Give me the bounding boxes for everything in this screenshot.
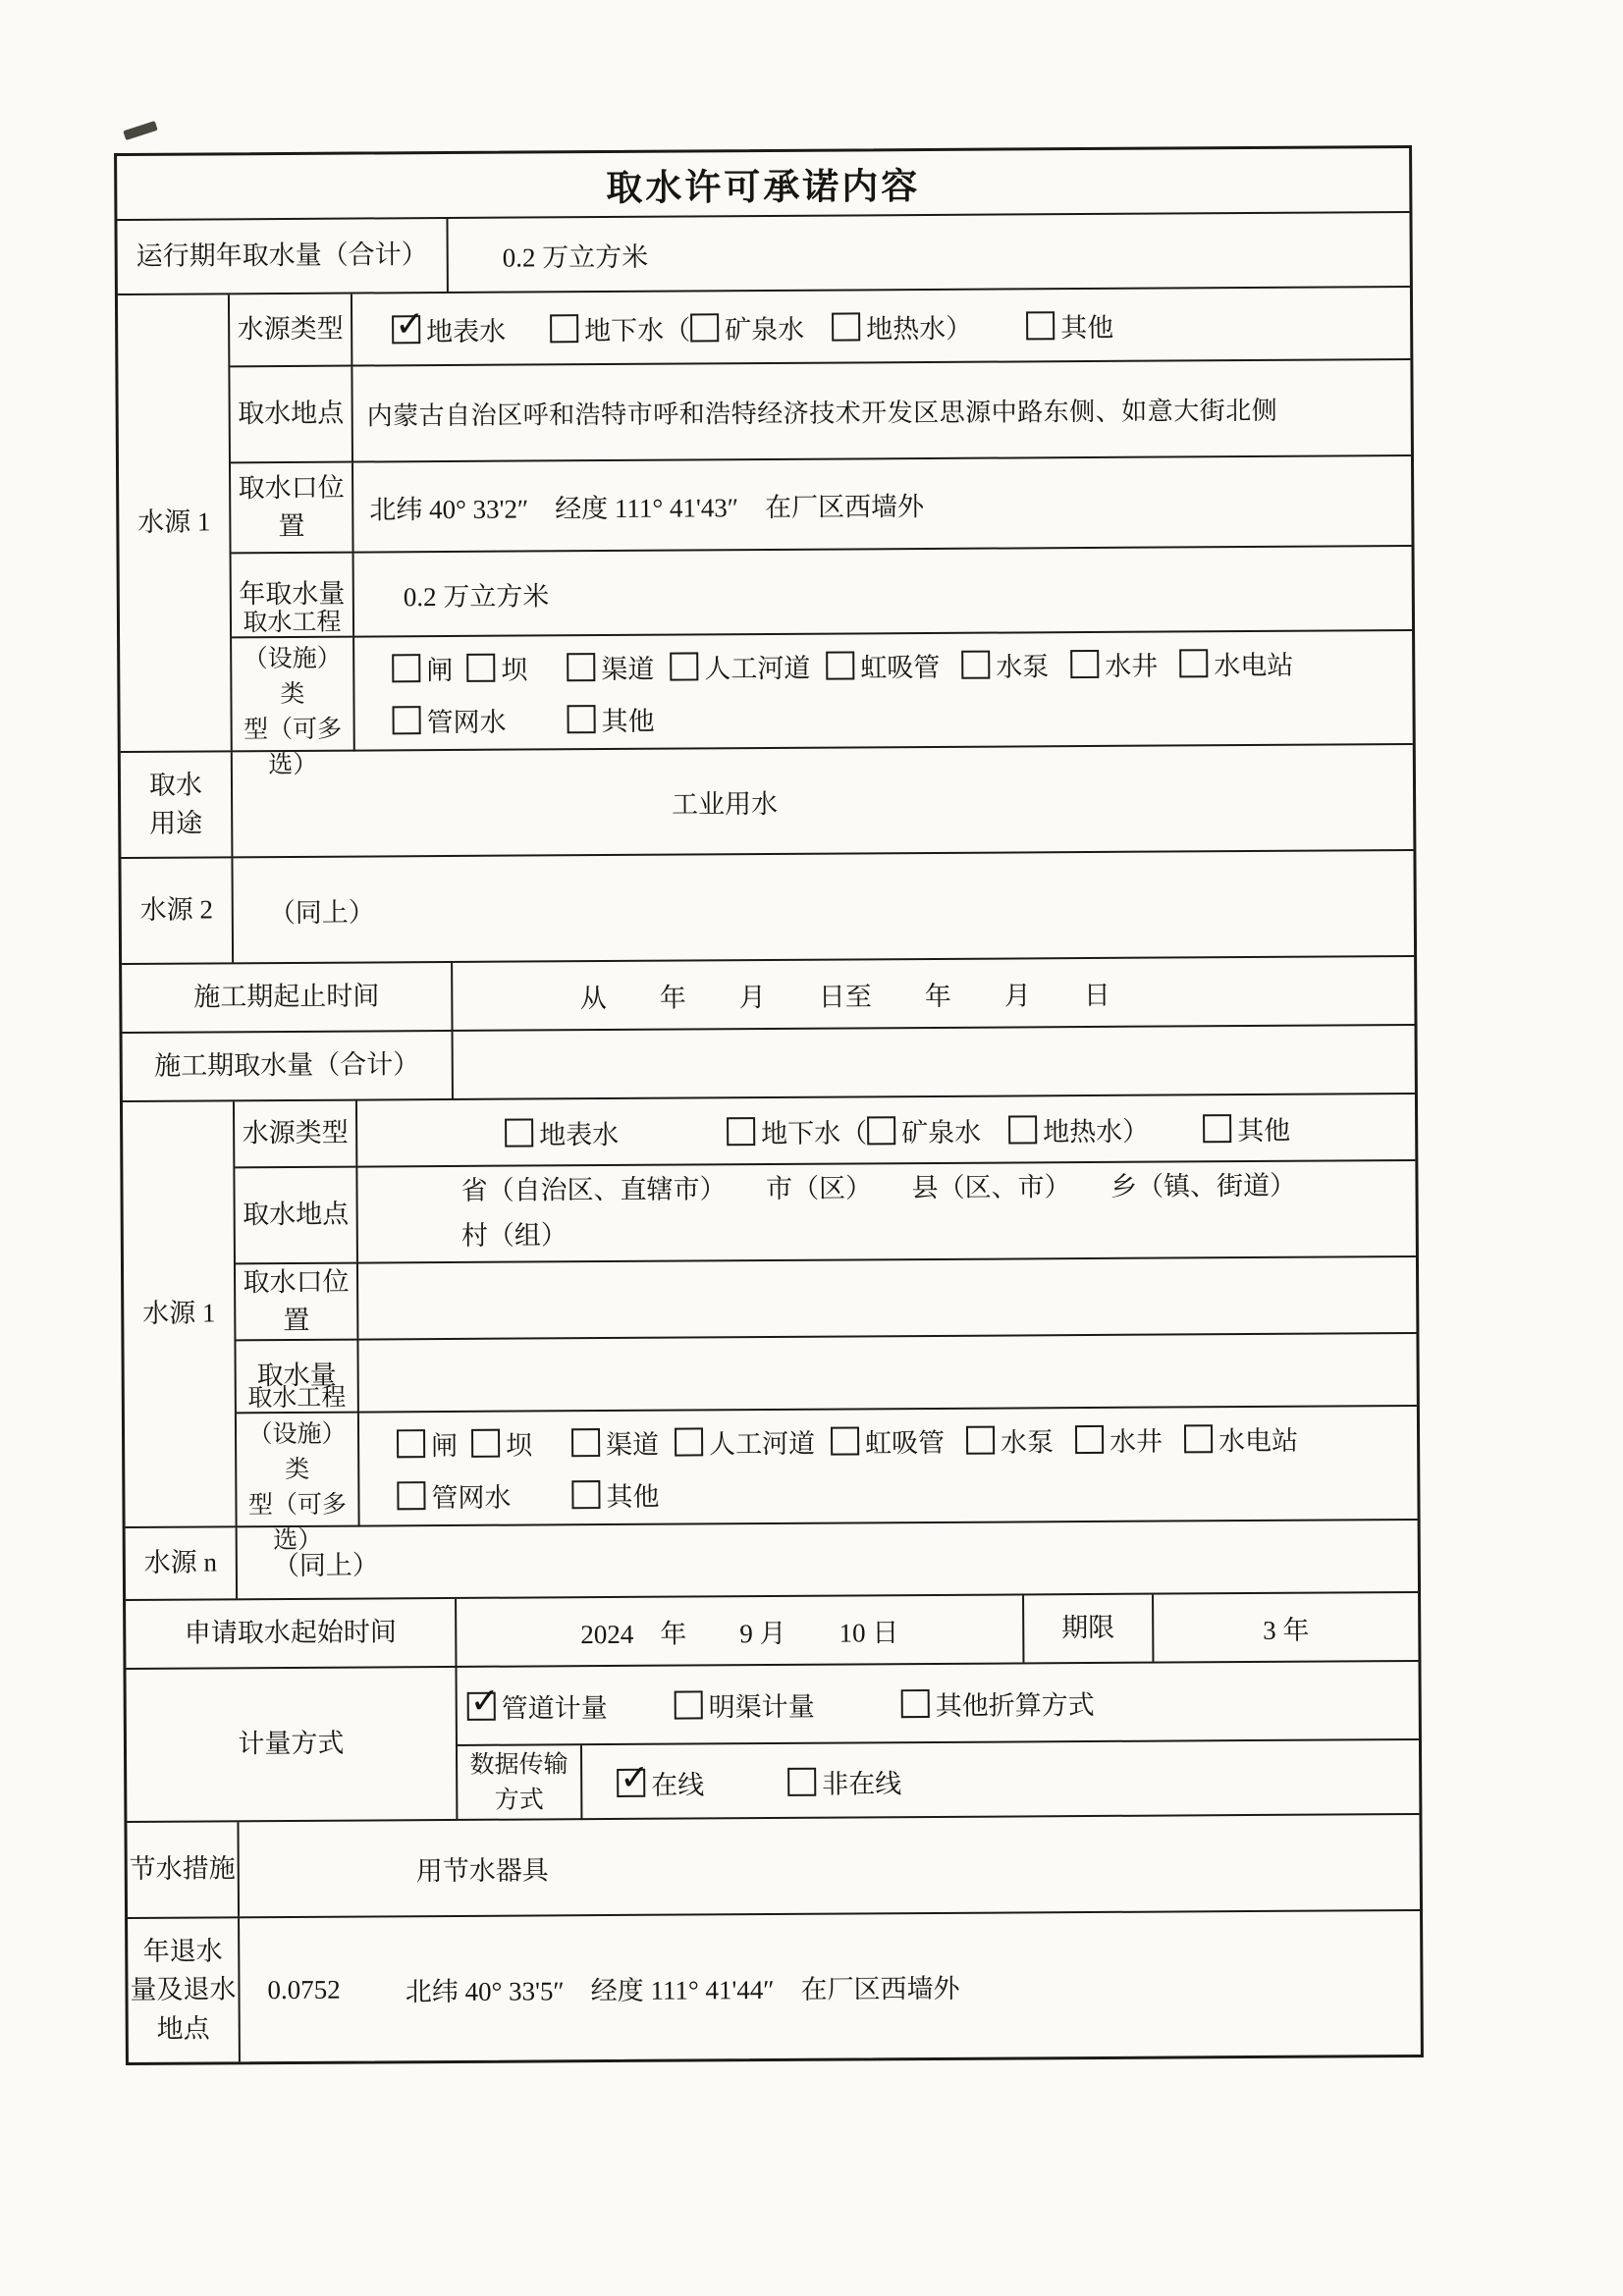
intake-position-value: 北纬 40° 33'2″ 经度 111° 41'43″ 在厂区西墙外	[352, 456, 1412, 552]
intake-location-cons-value: 省（自治区、直辖市） 市（区） 县（区、市） 乡（镇、街道） 村（组）	[355, 1161, 1416, 1262]
source-type-cons-label: 水源类型	[242, 1118, 349, 1148]
works-options	[352, 631, 1413, 752]
works-cons-options-line1	[397, 1419, 1298, 1464]
checkbox-item[interactable]	[1075, 1420, 1163, 1460]
checkbox-label: 在线	[651, 1769, 705, 1800]
intake-position-cons-label: 取水口位置	[243, 1266, 350, 1336]
checkbox-item[interactable]	[392, 701, 506, 740]
checkbox-label: 水井	[1109, 1426, 1163, 1457]
works-cons-label: 取水工程 （设施）类 型（可多选）	[247, 1385, 348, 1555]
checked-checkbox-icon[interactable]	[467, 1691, 496, 1720]
row-intake-position-run	[231, 454, 1412, 552]
checkbox-label: 地下水（	[584, 314, 691, 346]
unchecked-checkbox-icon[interactable]	[392, 654, 420, 682]
construction-total-value	[452, 1026, 1415, 1098]
drainage-label: 年退水 量及退水 地点	[130, 1936, 237, 2044]
checkbox-item[interactable]	[961, 645, 1049, 684]
checkbox-item[interactable]	[675, 1422, 815, 1462]
unchecked-checkbox-icon[interactable]	[831, 1426, 859, 1455]
checkbox-item[interactable]	[1026, 305, 1113, 345]
checkbox-item[interactable]	[1070, 645, 1158, 684]
water-saving-label: 节水措施	[129, 1853, 236, 1885]
term-value: 3 年	[1152, 1593, 1418, 1662]
checkbox-item[interactable]	[471, 1423, 532, 1462]
checkbox-label: 地表水	[426, 316, 507, 347]
apply-start-value: 2024 年 9 月 10 日	[455, 1595, 1022, 1666]
checked-checkbox-icon[interactable]	[617, 1768, 645, 1796]
checkbox-label: 闸	[426, 655, 454, 686]
unchecked-checkbox-icon[interactable]	[826, 651, 854, 679]
drainage-location: 北纬 40° 33'5″ 经度 111° 41'44″ 在厂区西墙外	[405, 1973, 960, 2006]
checkbox-item[interactable]	[571, 1475, 659, 1515]
checkbox-item[interactable]	[867, 1110, 981, 1149]
unchecked-checkbox-icon[interactable]	[1008, 1115, 1037, 1144]
unchecked-checkbox-icon[interactable]	[505, 1118, 533, 1147]
unchecked-checkbox-icon[interactable]	[1179, 649, 1208, 677]
checkbox-item[interactable]	[901, 1682, 1095, 1722]
row-source-type-cons	[235, 1095, 1415, 1166]
checkbox-item[interactable]	[467, 1686, 608, 1726]
source-type-cons-options	[355, 1095, 1415, 1166]
checkbox-item[interactable]	[466, 648, 527, 686]
checkbox-item[interactable]	[550, 308, 690, 347]
unchecked-checkbox-icon[interactable]	[1026, 311, 1055, 340]
unchecked-checkbox-icon[interactable]	[727, 1117, 755, 1146]
unchecked-checkbox-icon[interactable]	[567, 653, 595, 681]
checkbox-label: 地热水）	[1043, 1116, 1150, 1147]
works-options-line2	[392, 700, 654, 740]
metering-label: 计量方式	[238, 1729, 345, 1759]
checkbox-item[interactable]	[567, 648, 654, 687]
drainage-amount: 0.0752	[267, 1974, 341, 2004]
checked-checkbox-icon[interactable]	[392, 315, 420, 344]
checkbox-item[interactable]	[675, 1684, 815, 1724]
checkbox-label: 坝	[506, 1430, 533, 1461]
checkbox-label: 明渠计量	[708, 1691, 815, 1722]
checkbox-item[interactable]	[1203, 1108, 1290, 1148]
checkbox-item[interactable]	[1179, 644, 1293, 683]
unchecked-checkbox-icon[interactable]	[571, 1428, 600, 1457]
water-saving-value: 用节水器具	[237, 1815, 1420, 1916]
intake-position-cons-value	[356, 1257, 1416, 1339]
checkbox-item[interactable]	[392, 649, 453, 687]
unchecked-checkbox-icon[interactable]	[867, 1116, 895, 1145]
source1-run-label: 水源 1	[137, 507, 211, 538]
unchecked-checkbox-icon[interactable]	[675, 1427, 703, 1456]
unchecked-checkbox-icon[interactable]	[393, 706, 421, 734]
checkbox-label: 非在线	[822, 1768, 902, 1799]
volume-cons-value	[356, 1334, 1416, 1412]
checkbox-label: 管道计量	[501, 1692, 608, 1724]
apply-start-label: 申请取水起始时间	[184, 1617, 397, 1649]
checkbox-item[interactable]	[670, 647, 810, 686]
checkbox-label: 虹吸管	[860, 652, 941, 683]
row-intake-location-run	[230, 358, 1411, 461]
checkbox-label: 水井	[1105, 651, 1159, 681]
row-works-cons	[237, 1385, 1418, 1555]
checkbox-label: 渠道	[601, 654, 655, 685]
checkbox-label: 地下水（	[761, 1117, 868, 1148]
usage-label: 取水 用途	[148, 770, 203, 838]
checkbox-item[interactable]	[690, 307, 804, 347]
unchecked-checkbox-icon[interactable]	[961, 651, 990, 679]
row-intake-position-cons	[236, 1255, 1416, 1339]
checkbox-label: 矿泉水	[901, 1117, 982, 1148]
unchecked-checkbox-icon[interactable]	[1070, 650, 1099, 678]
annual-volume-value: 0.2 万立方米	[352, 547, 1412, 636]
checkbox-label: 渠道	[606, 1429, 660, 1461]
checkbox-item[interactable]	[832, 306, 972, 346]
permit-table	[114, 145, 1424, 2065]
source-n-value: （同上）	[236, 1521, 1418, 1598]
checkbox-item[interactable]	[787, 1762, 901, 1801]
checkbox-item[interactable]	[1008, 1109, 1149, 1148]
construction-period-label: 施工期起止时间	[193, 981, 380, 1012]
row-title	[117, 148, 1409, 219]
unchecked-checkbox-icon[interactable]	[787, 1767, 816, 1795]
row-apply-start	[126, 1591, 1418, 1668]
checkbox-item[interactable]	[397, 1424, 458, 1463]
source-type-options	[351, 288, 1410, 365]
checkbox-item[interactable]	[571, 1423, 659, 1463]
row-source2	[121, 849, 1414, 963]
block-source1-cons	[123, 1093, 1418, 1555]
annual-volume-label: 年取水量	[239, 579, 346, 610]
construction-total-label: 施工期取水量（合计）	[154, 1049, 420, 1082]
checkbox-label: 其他折算方式	[935, 1689, 1095, 1721]
intake-location-cons-label: 取水地点	[243, 1200, 350, 1230]
unchecked-checkbox-icon[interactable]	[670, 652, 698, 680]
checkbox-label: 矿泉水	[725, 314, 805, 345]
row-metering-options	[457, 1662, 1418, 1744]
unchecked-checkbox-icon[interactable]	[568, 705, 596, 733]
row-source-n	[126, 1519, 1418, 1599]
construction-period-value: 从 年 月 日至 年 月 日	[451, 957, 1414, 1030]
checkbox-label: 水电站	[1214, 650, 1294, 681]
intake-location-label: 取水地点	[238, 399, 345, 429]
row-construction-period	[122, 955, 1414, 1032]
checkbox-label: 管网水	[426, 707, 507, 738]
source-n-label: 水源 n	[143, 1547, 218, 1578]
source-type-label: 水源类型	[237, 314, 344, 345]
checkbox-item[interactable]	[826, 646, 940, 685]
checkbox-label: 虹吸管	[865, 1427, 946, 1459]
unchecked-checkbox-icon[interactable]	[832, 312, 860, 341]
source2-label: 水源 2	[139, 894, 213, 926]
unchecked-checkbox-icon[interactable]	[901, 1689, 930, 1718]
row-water-saving	[127, 1813, 1420, 1917]
operation-total-value: 0.2 万立方米	[446, 213, 1409, 292]
checkbox-item[interactable]	[727, 1111, 867, 1150]
operation-total-label: 运行期年取水量（合计）	[135, 240, 428, 272]
unchecked-checkbox-icon[interactable]	[1075, 1425, 1104, 1454]
unchecked-checkbox-icon[interactable]	[966, 1426, 995, 1455]
row-transmission	[458, 1738, 1419, 1821]
transmission-options	[580, 1740, 1419, 1820]
source1-cons-label: 水源 1	[142, 1298, 216, 1329]
checkbox-label: 其他	[601, 706, 655, 737]
checkbox-item[interactable]	[392, 309, 506, 348]
checkbox-item[interactable]	[1184, 1419, 1298, 1459]
intake-location-value: 内蒙古自治区呼和浩特市呼和浩特经济技术开发区思源中路东侧、如意大街北侧	[351, 360, 1411, 461]
works-options-line1	[392, 644, 1293, 688]
row-operation-total	[117, 211, 1409, 294]
checkbox-item[interactable]	[567, 700, 654, 739]
block-source1-run	[118, 286, 1413, 779]
checkbox-label: 水电站	[1218, 1425, 1299, 1457]
usage-value: 工业用水	[231, 745, 1414, 856]
drainage-content	[238, 1911, 1421, 2061]
checkbox-label: 其他	[1060, 312, 1114, 343]
checkbox-label: 地热水）	[866, 313, 973, 344]
row-drainage	[128, 1909, 1421, 2062]
checkbox-item[interactable]	[966, 1420, 1054, 1460]
unchecked-checkbox-icon[interactable]	[1203, 1114, 1231, 1143]
unchecked-checkbox-icon[interactable]	[571, 1480, 600, 1509]
checkbox-item[interactable]	[831, 1421, 945, 1461]
checkbox-item[interactable]	[505, 1112, 619, 1151]
row-source-type-run	[230, 288, 1410, 365]
unchecked-checkbox-icon[interactable]	[397, 1429, 425, 1458]
checkbox-item[interactable]	[397, 1476, 511, 1516]
source2-value: （同上）	[231, 851, 1414, 962]
row-works-run	[232, 610, 1413, 779]
checkbox-label: 水泵	[1001, 1427, 1055, 1458]
checkbox-label: 管网水	[431, 1482, 512, 1514]
unchecked-checkbox-icon[interactable]	[675, 1690, 703, 1719]
checkbox-label: 其他	[1237, 1115, 1291, 1146]
checkbox-item[interactable]	[617, 1763, 704, 1802]
checkbox-label: 其他	[606, 1481, 660, 1513]
row-intake-location-cons	[235, 1159, 1416, 1262]
row-usage	[121, 743, 1414, 857]
unchecked-checkbox-icon[interactable]	[397, 1481, 425, 1510]
row-annual-volume-run	[232, 545, 1413, 636]
checkbox-label: 水泵	[996, 652, 1050, 682]
term-label: 期限	[1022, 1595, 1152, 1663]
works-cons-options-line2	[397, 1475, 659, 1516]
volume-cons-label: 取水量	[256, 1361, 337, 1391]
checkbox-label: 人工河道	[704, 653, 811, 684]
page-title: 取水许可承诺内容	[606, 167, 921, 209]
unchecked-checkbox-icon[interactable]	[466, 654, 495, 682]
unchecked-checkbox-icon[interactable]	[471, 1429, 500, 1458]
works-cons-options	[357, 1407, 1418, 1527]
checkbox-label: 地表水	[539, 1119, 620, 1149]
checkbox-label: 闸	[431, 1430, 459, 1462]
row-construction-total	[123, 1024, 1415, 1100]
metering-options	[457, 1662, 1418, 1744]
works-label: 取水工程 （设施）类 型（可多选）	[243, 610, 343, 779]
scan-smudge	[123, 121, 157, 140]
checkbox-label: 坝	[501, 655, 528, 685]
intake-position-label: 取水口位置	[238, 472, 345, 542]
unchecked-checkbox-icon[interactable]	[690, 313, 719, 342]
block-metering	[126, 1660, 1419, 1821]
unchecked-checkbox-icon[interactable]	[550, 314, 578, 343]
transmission-label: 数据传输 方式	[469, 1751, 568, 1814]
row-volume-cons	[236, 1332, 1416, 1412]
checkbox-label: 人工河道	[709, 1428, 816, 1460]
unchecked-checkbox-icon[interactable]	[1184, 1424, 1213, 1453]
